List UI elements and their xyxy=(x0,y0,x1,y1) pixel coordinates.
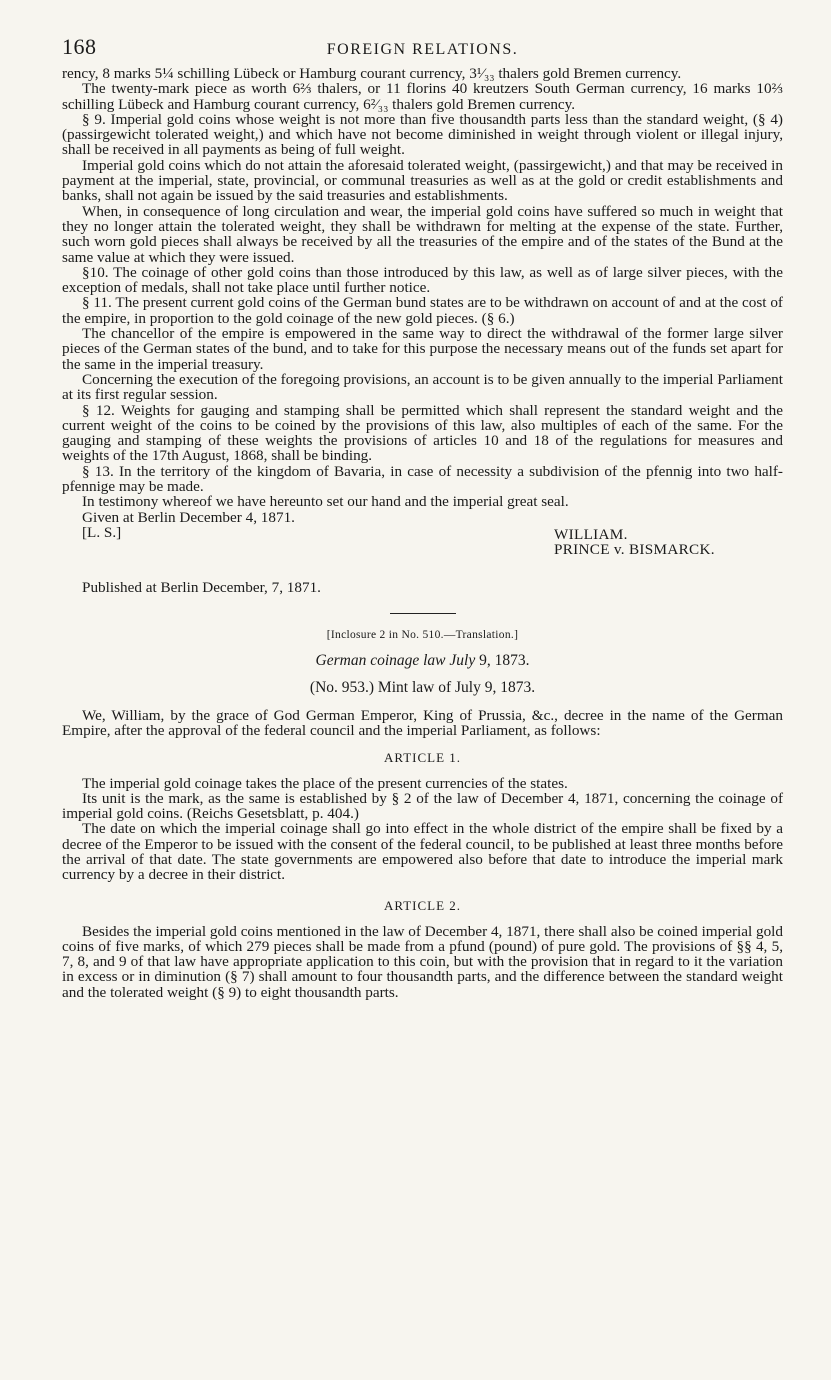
article-1-heading: ARTICLE 1. xyxy=(383,749,462,765)
published-line: Published at Berlin December, 7, 1871. xyxy=(82,578,321,596)
paragraph: § 11. The present current gold coins of the German bund states are to be withdrawn on account of and at the cost of the empire, in proportion to the gold coinage of the new gold pieces. (§ 6.) xyxy=(62,294,783,327)
paragraph: Its unit is the mark, as the same is established by § 2 of the law of December 4, 1871, concerning the coinage of imperial gold coins. (Reichs Gesetsblatt, p. 404.) xyxy=(62,789,783,823)
law-title-date: 9, 1873. xyxy=(475,651,530,669)
preamble: We, William, by the grace of God German Emperor, King of Prussia, &c., decree in the name of the German Empire, after the approval of the federal council and the imperial Parliament, as follows: xyxy=(62,706,783,740)
running-title: FOREIGN RELATIONS. xyxy=(326,41,519,58)
paragraph: § 13. In the territory of the kingdom of Bavaria, in case of necessity a subdivision of the pfennig into two half-pfennige may be made. xyxy=(62,462,783,496)
paragraph: Besides the imperial gold coins mentioned in the law of December 4, 1871, there shall also be coined imperial gold coins of five marks, of which 279 pieces shall be made from a pfund (pound) of pure gold. The provisions of §§ 4, 5, 7, 8, and 9 of that law have appropriate application to this coin, but with the provision that in regard to it the variation in excess or in diminution (§ 7) shall amount to four thousandth parts, and the difference between the standard weight and the tolerated weight (§ 9) to eight thousandth parts. xyxy=(62,922,783,1001)
article-1-body xyxy=(62,776,783,883)
signature-block xyxy=(62,525,783,573)
paragraph: The twenty-mark piece as worth 6⅔ thalers, or 11 florins 40 kreutzers South German currency, 16 marks 10⅔ schilling Lübeck and Hamburg courant currency, 6²⁄₃₃ thalers gold Bremen currency. xyxy=(62,80,783,113)
paragraph: §10. The coinage of other gold coins than those introduced by this law, as well as of large silver pieces, with the exception of medals, shall not take place until further notice. xyxy=(62,263,783,297)
article-2-heading: ARTICLE 2. xyxy=(383,897,462,913)
document-page xyxy=(62,34,783,1000)
page-number: 168 xyxy=(62,34,97,59)
law-title-italic: German coinage law July xyxy=(315,651,476,669)
law-title xyxy=(62,652,783,670)
paragraph: The imperial gold coinage takes the place of the present currencies of the states. xyxy=(82,774,568,792)
mint-law-title: (No. 953.) Mint law of July 9, 1873. xyxy=(309,678,536,696)
section-divider xyxy=(390,613,456,614)
signatories xyxy=(554,527,715,558)
paragraph: § 9. Imperial gold coins whose weight is not more than five thousandth parts less than the standard weight, (§ 4) (passirgewicht tolerated weight,) and which have not become diminished in weight through violent or illegal injury, shall be received in all payments as being of full weight. xyxy=(62,110,783,159)
signer-william: WILLIAM. xyxy=(554,525,628,543)
preamble-text xyxy=(62,708,783,739)
paragraph: Concerning the execution of the foregoing provisions, an account is to be given annually to the imperial Parliament at its first regular session. xyxy=(62,370,783,404)
paragraph: Imperial gold coins which do not attain the aforesaid tolerated weight, (passirgewicht,) and that may be received in payment at the imperial, state, provincial, or communal treasuries as well as at the gold or credit establishments and banks, shall not again be issued by the said treasuries and establishments. xyxy=(62,156,783,205)
article-2-body xyxy=(62,924,783,1000)
paragraph: rency, 8 marks 5¼ schilling Lübeck or Hamburg courant currency, 3¹⁄₃₃ thalers gold Bremen currency. xyxy=(62,65,682,82)
paragraph: § 12. Weights for gauging and stamping shall be permitted which shall represent the standard weight and the current weight of the coins to be coined by the provisions of this law, also multiples of each of the same. For the gauging and stamping of these weights the provisions of articles 10 and 18 of the regulations for measures and weights of the 17th August, 1868, shall be binding. xyxy=(62,401,783,465)
paragraph: Given at Berlin December 4, 1871. xyxy=(82,508,295,526)
page-header xyxy=(62,34,783,66)
signer-bismarck: PRINCE v. BISMARCK. xyxy=(554,541,715,559)
seal-mark: [L. S.] xyxy=(82,523,122,541)
paragraph: When, in consequence of long circulation and wear, the imperial gold coins have suffered so much in weight that they no longer attain the tolerated weight, they shall be withdrawn for melting at the expense of the state. Further, such worn gold pieces shall always be received by all the treasuries of the empire and of the states of the Bund at the same value at which they were issued. xyxy=(62,202,783,266)
paragraph: In testimony whereof we have hereunto set our hand and the imperial great seal. xyxy=(82,493,569,511)
paragraph: The chancellor of the empire is empowered in the same way to direct the withdrawal of the former large silver pieces of the German states of the bund, and to take for this purpose the necessary means out of the funds set apart for the same in the imperial treasury. xyxy=(62,325,783,373)
inclosure-caption: [Inclosure 2 in No. 510.—Translation.] xyxy=(326,628,519,641)
paragraph: The date on which the imperial coinage shall go into effect in the whole district of the empire shall be fixed by a decree of the Emperor to be issued with the consent of the federal council, to be published at least three months before the arrival of that date. The state governments are empowered also before that date to introduce the imperial mark currency by a decree in their district. xyxy=(62,820,783,884)
body-text-part1 xyxy=(62,66,783,525)
